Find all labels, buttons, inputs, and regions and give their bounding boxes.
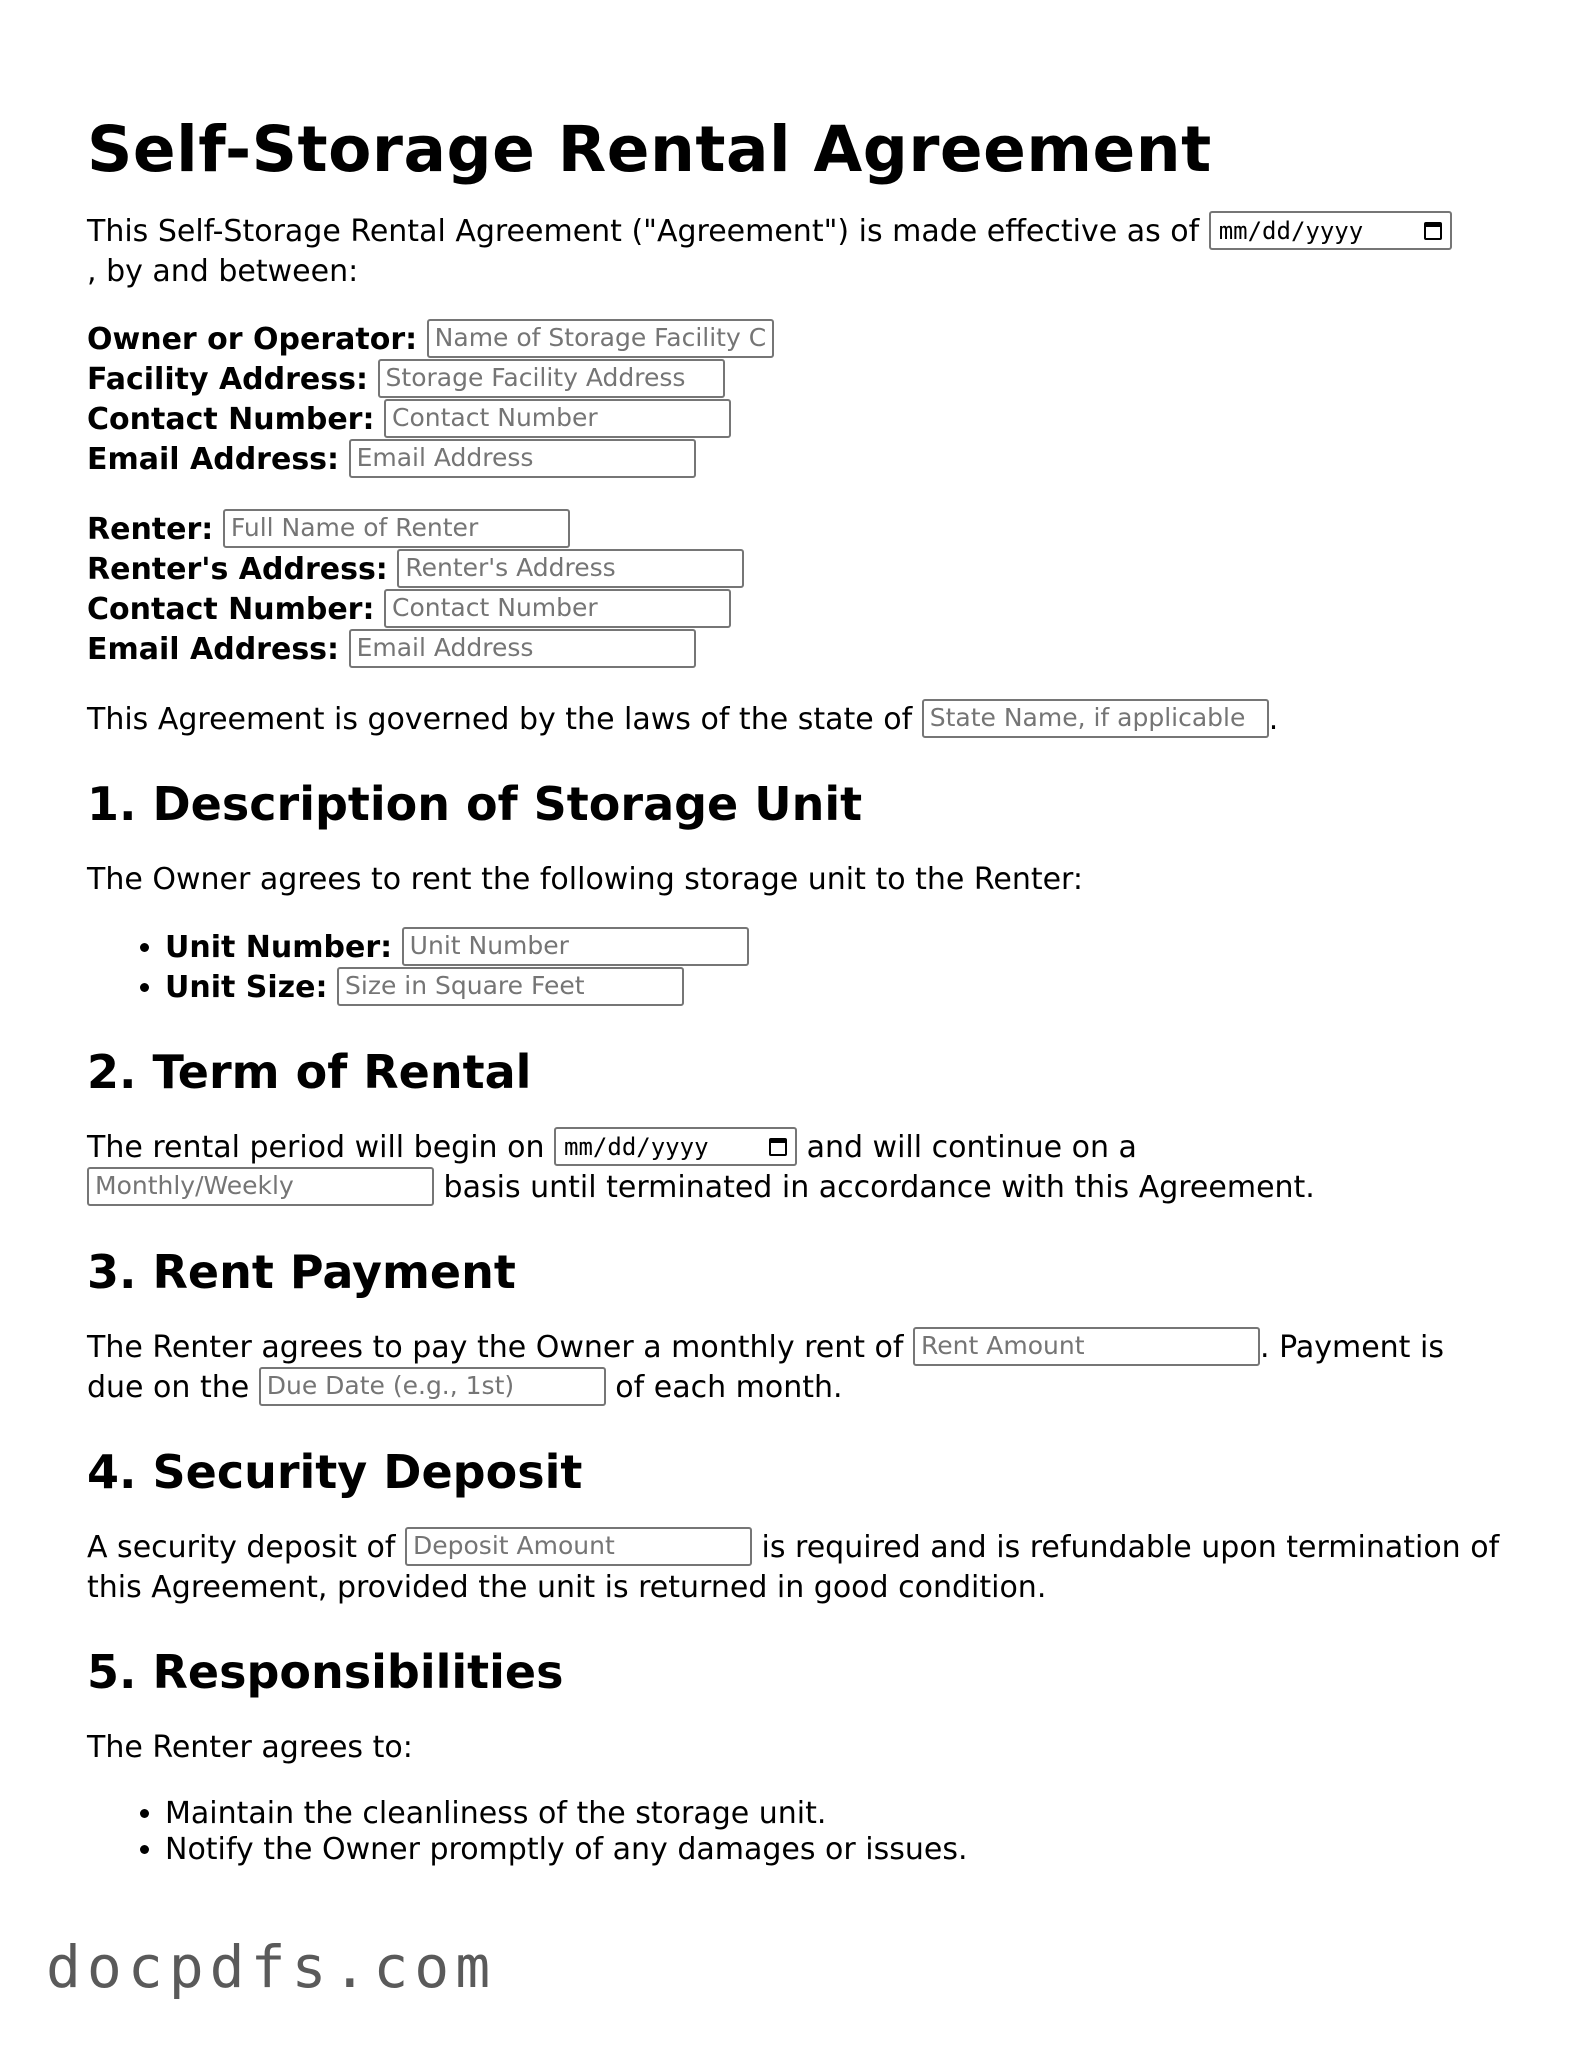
owner-operator-label: Owner or Operator: [87,322,418,357]
renter-name-label: Renter: [87,512,214,547]
renter-address-input[interactable]: Renter's Address [397,549,744,588]
governing-text: This Agreement is governed by the laws of the state of [87,702,913,737]
intro-continuation: , by and between: [87,254,359,289]
effective-date-placeholder: mm/dd/yyyy [1218,216,1364,245]
calendar-icon[interactable] [769,1138,787,1156]
unit-size-label: Unit Size: [165,970,328,1005]
owner-block [87,320,1507,480]
deposit-text-start: A security deposit of [87,1530,396,1565]
calendar-icon[interactable] [1424,222,1442,240]
list-item [165,968,1507,1008]
page-title: Self-Storage Rental Agreement [87,113,1212,186]
list-item: • Maintain the cleanliness of the storage unit. [165,1796,1507,1832]
owner-contact-input[interactable]: Contact Number [384,399,731,438]
unit-details-list [87,928,1507,1008]
section-1-heading: 1. Description of Storage Unit [87,777,863,831]
section-1-text: The Owner agrees to rent the following storage unit to the Renter: [87,862,1083,897]
term-text-end: basis until terminated in accordance with this Agreement. [443,1170,1315,1205]
section-5-heading: 5. Responsibilities [87,1645,564,1699]
deposit-amount-input[interactable]: Deposit Amount [405,1527,752,1566]
section-4-paragraph [87,1528,1507,1608]
unit-size-input[interactable]: Size in Square Feet [337,967,684,1006]
renter-name-input[interactable]: Full Name of Renter [223,509,570,548]
owner-contact-label: Contact Number: [87,402,375,437]
renter-contact-label: Contact Number: [87,592,375,627]
start-date-placeholder: mm/dd/yyyy [564,1132,709,1161]
rent-amount-input[interactable]: Rent Amount [913,1327,1260,1366]
responsibilities-list [87,1796,1507,1868]
renter-email-input[interactable]: Email Address [349,629,696,668]
facility-address-input[interactable]: Storage Facility Address [378,359,725,398]
section-2-paragraph [87,1128,1507,1208]
owner-email-input[interactable]: Email Address [349,439,696,478]
renter-email-label: Email Address: [87,632,340,667]
unit-number-label: Unit Number: [165,930,393,965]
renter-block [87,510,1507,670]
effective-date-input[interactable] [1209,211,1452,250]
section-3-heading: 3. Rent Payment [87,1245,516,1299]
owner-email-label: Email Address: [87,442,340,477]
rental-basis-input[interactable]: Monthly/Weekly [87,1167,434,1206]
unit-number-input[interactable]: Unit Number [402,927,749,966]
section-4-heading: 4. Security Deposit [87,1445,583,1499]
facility-address-label: Facility Address: [87,362,368,397]
governing-period: . [1268,702,1279,737]
section-5-text: The Renter agrees to: [87,1730,413,1765]
due-date-input[interactable]: Due Date (e.g., 1st) [259,1367,606,1406]
state-input[interactable]: State Name, if applicable [922,699,1269,738]
intro-text: This Self-Storage Rental Agreement ("Agreement") is made effective as of [87,214,1200,249]
rent-text-end: of each month. [615,1370,843,1405]
renter-contact-input[interactable]: Contact Number [384,589,731,628]
owner-operator-input[interactable]: Name of Storage Facility C [427,319,774,358]
list-item [165,928,1507,968]
rent-text-start: The Renter agrees to pay the Owner a monthly rent of [87,1330,904,1365]
rent-text-middle: . Payment is due on the [87,1330,1444,1405]
agreement-document [87,0,1507,1868]
start-date-input[interactable] [554,1127,797,1166]
section-3-paragraph [87,1328,1507,1408]
term-text-start: The rental period will begin on [87,1130,545,1165]
section-2-heading: 2. Term of Rental [87,1045,532,1099]
term-text-middle: and will continue on a [806,1130,1137,1165]
watermark: docpdfs.com [46,1933,497,2001]
list-item: • Notify the Owner promptly of any damages or issues. [165,1832,1507,1868]
intro-paragraph [87,212,1507,292]
deposit-text-end: is required and is refundable upon termination of this Agreement, provided the unit is returned in good condition. [87,1530,1500,1605]
renter-address-label: Renter's Address: [87,552,388,587]
governing-law-paragraph [87,700,1507,740]
